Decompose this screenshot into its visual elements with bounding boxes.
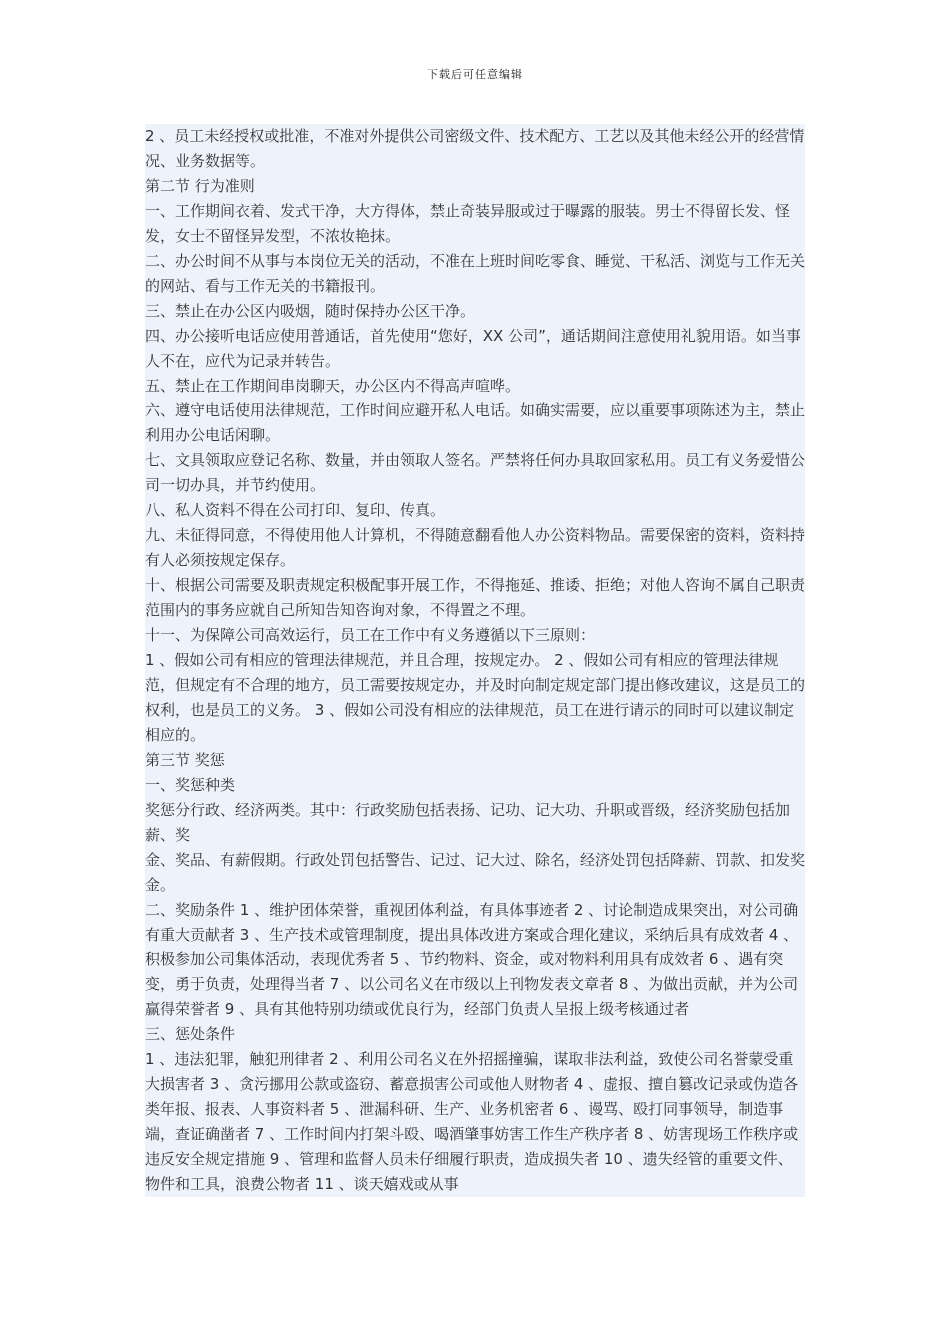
document-paragraph: 十、根据公司需要及职责规定积极配事开展工作，不得拖延、推诿、拒绝；对他人咨询不属自己职责范围内的事务应就自己所知告知咨询对象，不得置之不理。 [145,576,806,620]
document-paragraph: 一、工作期间衣着、发式干净，大方得体，禁止奇装异服或过于曝露的服装。男士不得留长发、怪发，女士不留怪异发型，不浓妆艳抹。 [145,201,791,245]
document-paragraph: 2 、员工未经授权或批准，不准对外提供公司密级文件、技术配方、工艺以及其他未经公开的经营情况、业务数据等。 [145,127,805,170]
page-header [0,66,950,82]
document-paragraph: 第二节 行为准则 [145,176,255,195]
document-paragraph: 1 、假如公司有相应的管理法律规范，并且合理，按规定办。 2 、假如公司有相应的管理法律规范，但规定有不合理的地方，员工需要按规定办，并及时向制定规定部门提出修改建议，这是员工的权利，也是员工的义务。 3 、假如公司没有相应的法律规范，员工在进行请示的同时可以建议制定相应的。 [145,651,806,744]
document-paragraph: 九、未征得同意，不得使用他人计算机，不得随意翻看他人办公资料物品。需要保密的资料，资料持有人必须按规定保存。 [145,526,806,570]
document-paragraph: 三、禁止在办公区内吸烟，随时保持办公区干净。 [145,301,476,320]
document-paragraph: 六、遵守电话使用法律规范，工作时间应避开私人电话。如确实需要，应以重要事项陈述为主，禁止利用办公电话闲聊。 [145,401,806,445]
document-paragraph: 1 、违法犯罪，触犯刑律者 2 、利用公司名义在外招摇撞骗，谋取非法利益，致使公司名誉蒙受重大损害者 3 、贪污挪用公款或盗窃、蓄意损害公司或他人财物者 4 、虚报、擅自篡改记录或伪造各类年报、报表、人事资料者 5 、泄漏科研、生产、业务机密者 6 、谩骂、殴打同事领导，制造事端，查证确凿者 7 、工作时间内打架斗殴、喝酒肇事妨害工作生产秩序者 8 、妨害现场工作秩序或违反安全规定措施 9 、管理和监督人员未仔细履行职责，造成损失者 10 、遗失经管的重要文件、物件和工具，浪费公物者 11 、谈天嬉戏或从事 [145,1050,799,1194]
document-paragraph: 金、奖品、有薪假期。行政处罚包括警告、记过、记大过、除名，经济处罚包括降薪、罚款、扣发奖金。 [145,850,806,894]
document-paragraph: 第三节 奖惩 [145,750,225,769]
document-paragraph: 五、禁止在工作期间串岗聊天，办公区内不得高声喧哗。 [145,376,521,395]
document-paragraph: 四、办公接听电话应使用普通话，首先使用“您好，XX 公司”，通话期间注意使用礼貌用语。如当事人不在，应代为记录并转告。 [145,326,801,370]
document-paragraph: 二、奖励条件 1 、维护团体荣誉，重视团体利益，有具体事迹者 2 、讨论制造成果突出，对公司确有重大贡献者 3 、生产技术或管理制度，提出具体改进方案或合理化建议，采纳后具有成效者 4 、积极参加公司集体活动，表现优秀者 5 、节约物料、资金，或对物料利用具有成效者 6 、遇有突变，勇于负责，处理得当者 7 、以公司名义在市级以上刊物发表文章者 8 、为做出贡献，并为公司赢得荣誉者 9 、具有其他特别功绩或优良行为，经部门负责人呈报上级考核通过者 [145,900,799,1019]
document-paragraph: 七、文具领取应登记名称、数量，并由领取人签名。严禁将任何办具取回家私用。员工有义务爱惜公司一切办具，并节约使用。 [145,451,806,495]
document-paragraph: 八、私人资料不得在公司打印、复印、传真。 [145,501,446,520]
document-paragraph: 二、办公时间不从事与本岗位无关的活动，不准在上班时间吃零食、睡觉、干私活、浏览与工作无关的网站、看与工作无关的书籍报刊。 [145,251,806,295]
document-paragraph: 奖惩分行政、经济两类。其中：行政奖励包括表扬、记功、记大功、升职或晋级，经济奖励包括加薪、奖 [145,800,791,844]
document-body [145,124,805,1197]
document-paragraph: 三、惩处条件 [145,1025,236,1044]
document-paragraph: 一、奖惩种类 [145,775,236,794]
document-paragraph: 十一、为保障公司高效运行，员工在工作中有义务遵循以下三原则： [145,626,596,645]
header-title: 下载后可任意编辑 [427,68,523,81]
